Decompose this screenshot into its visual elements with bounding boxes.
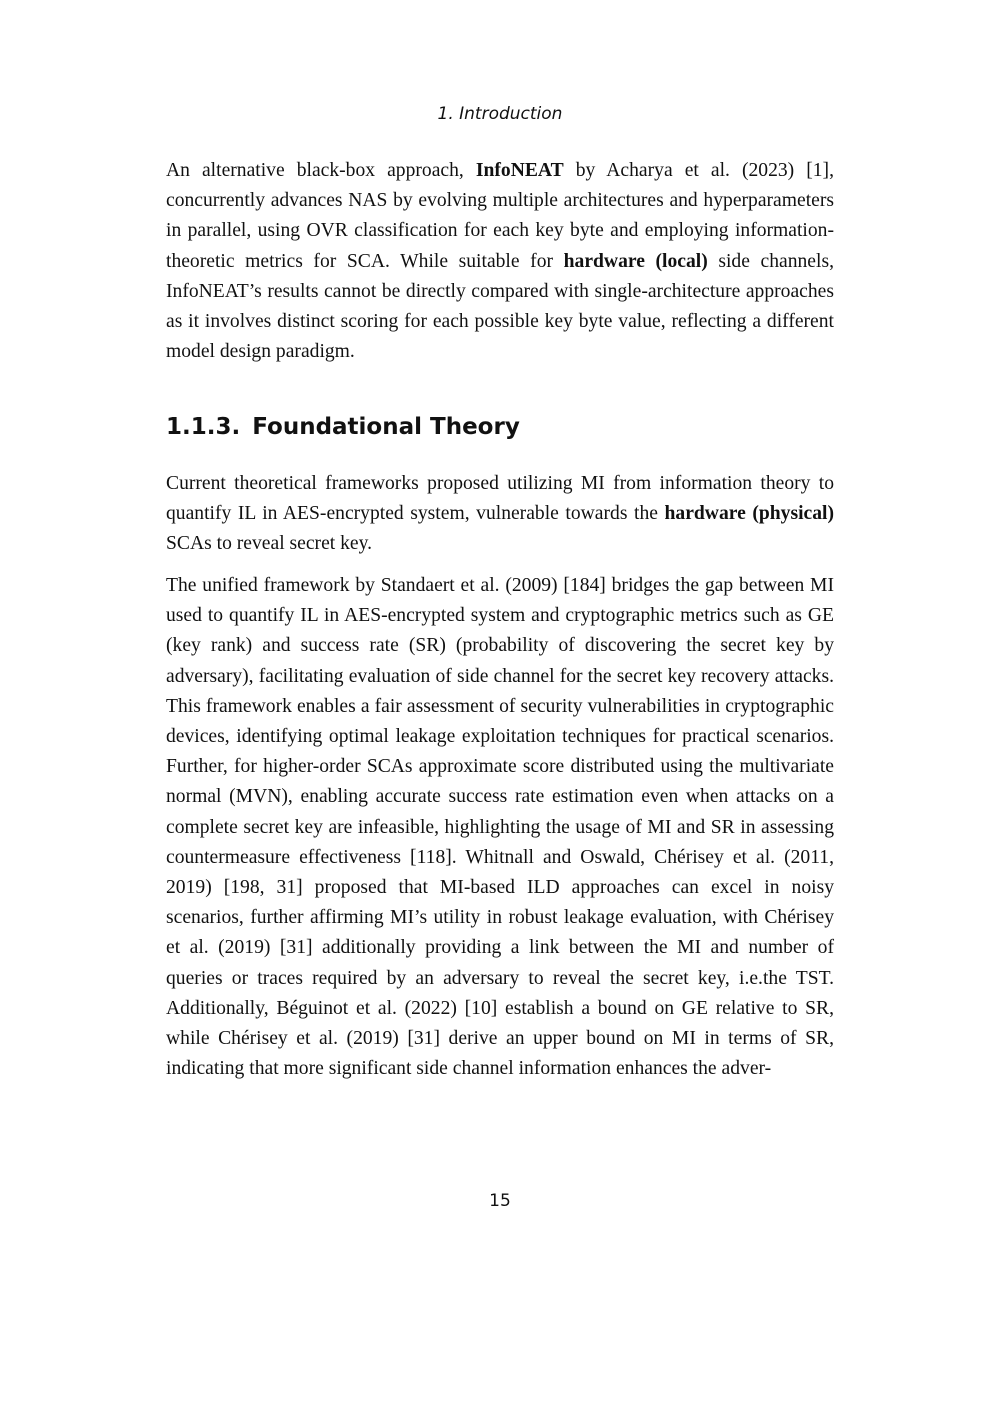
paragraph-text: An alternative black-box approach, — [166, 160, 476, 181]
section-number: 1.1.3. — [166, 414, 241, 440]
paragraph-text: side channels, InfoNEAT’s results cannot be directly compared with single-architecture approaches as it involves distinct scoring for each possible key byte value, reflecting a different model design paradigm. — [166, 250, 834, 363]
section-heading — [166, 410, 520, 444]
paragraph-text: Current theoretical frameworks proposed utilizing MI from information theory to quantify IL in AES-encrypted system, vulnerable towards the — [166, 473, 834, 525]
paragraph-infoneat — [166, 156, 834, 367]
paragraph-unified-framework: The unified framework by Standaert et al. (2009) [184] bridges the gap between MI used to quantify IL in AES-encrypted system and cryptographic metrics such as GE (key rank) and success rate (SR) (probability of discovering the secret key by adversary), facilitating evaluation of side channel for the secret key recovery attacks. This framework enables a fair assessment of security vulnerabilities in cryptographic devices, identifying optimal leakage exploitation techniques for practical scenarios. Further, for higher-order SCAs approximate score distributed using the multivariate normal (MVN), enabling accurate success rate estimation even when attacks on a complete secret key are infeasible, highlighting the usage of MI and SR in assessing countermeasure effectiveness [118]. Whitnall and Oswald, Chérisey et al. (2011, 2019) [198, 31] proposed that MI-based ILD approaches can excel in noisy scenarios, further affirming MI’s utility in robust leakage evaluation, with Chérisey et al. (2019) [31] additionally providing a link between the MI and number of queries or traces required by an adversary to reveal the secret key, i.e.the TST. Additionally, Béguinot et al. (2022) [10] establish a bound on GE relative to SR, while Chérisey et al. (2019) [31] derive an upper bound on MI in terms of SR, indicating that more significant side channel information enhances the adver- — [166, 575, 834, 1080]
paragraph-text: SCAs to reveal secret key. — [166, 533, 373, 555]
paragraph-frameworks — [166, 469, 834, 560]
bold-term-hardware-physical: hardware (physical) — [664, 503, 834, 525]
page-number: 15 — [489, 1191, 511, 1211]
bold-term-infoneat: InfoNEAT — [475, 160, 564, 181]
running-header: 1. Introduction — [437, 104, 563, 124]
paragraph-text: by Acharya et al. (2023) [1], concurrently advances NAS by evolving multiple architectures and hyperparameters in parallel, using OVR classification for each key byte and employing information-theoretic metrics for SCA. While suitable for — [166, 160, 834, 272]
section-title: Foundational Theory — [252, 414, 520, 440]
bold-term-hardware-local: hardware (local) — [563, 250, 708, 272]
